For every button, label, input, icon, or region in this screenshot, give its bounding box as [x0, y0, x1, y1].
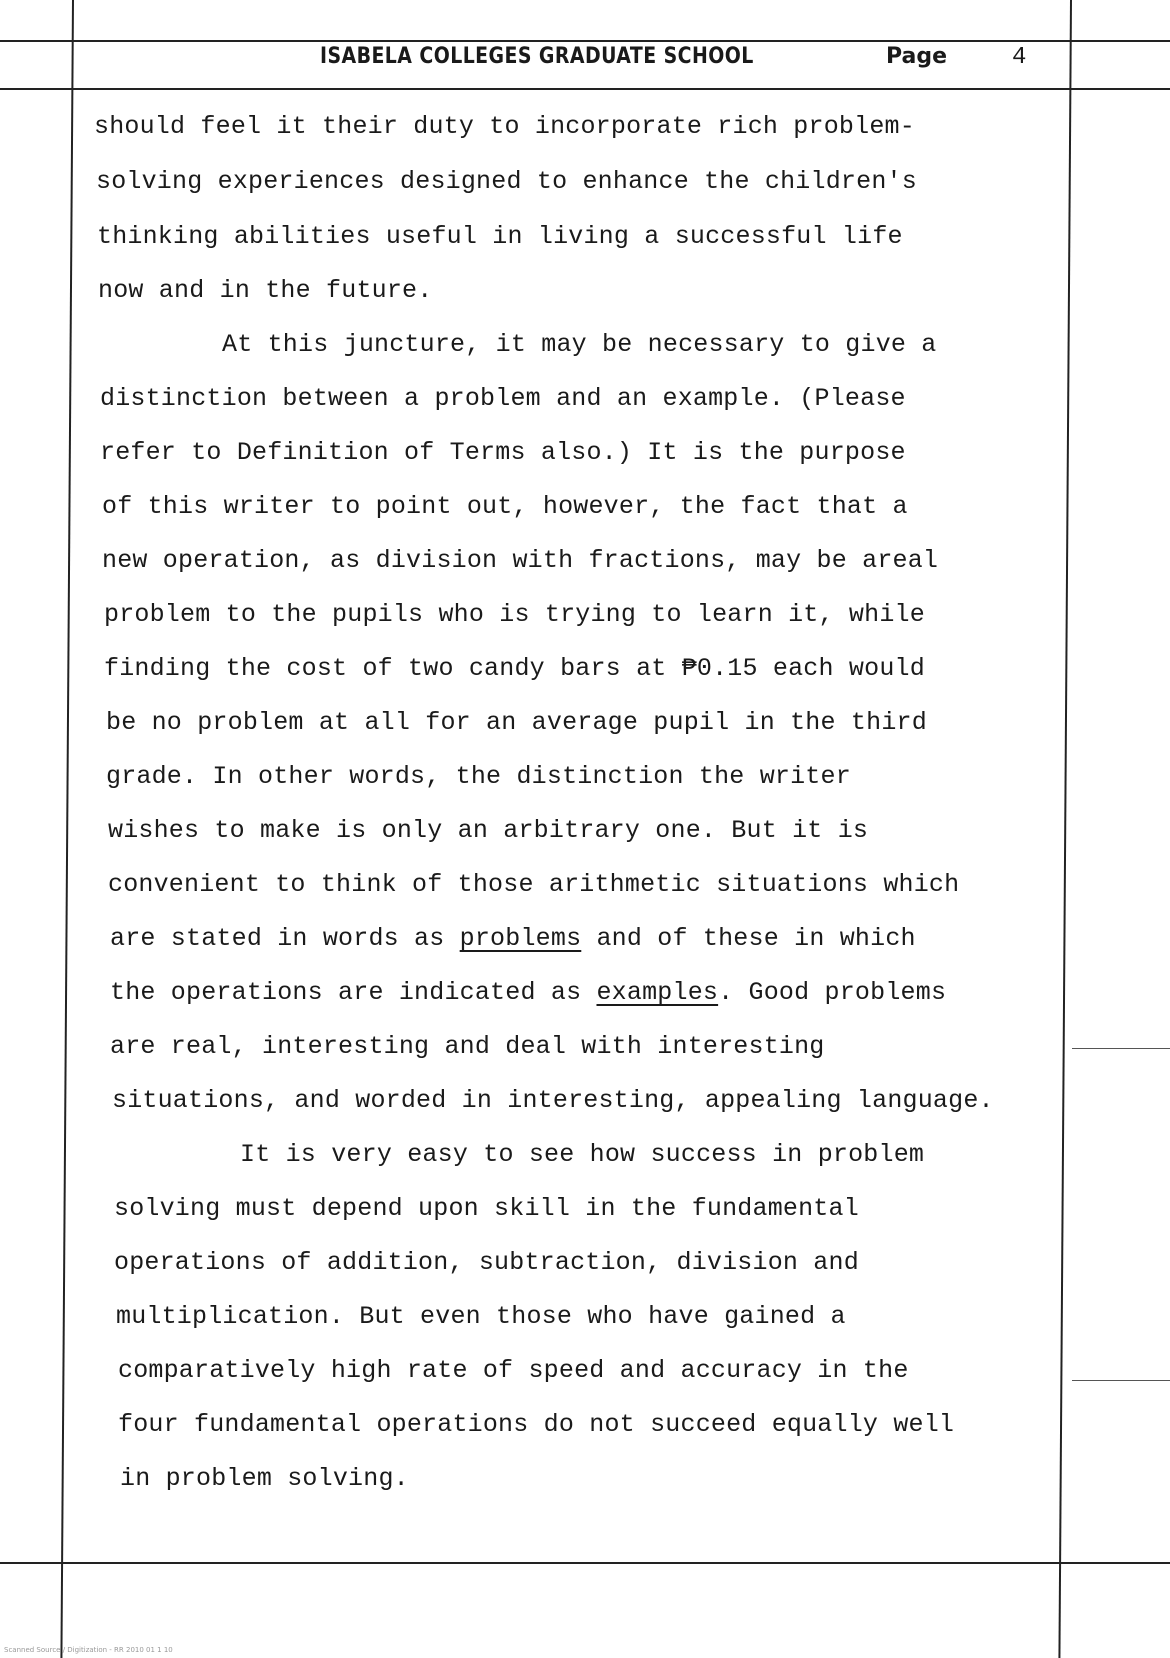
- text-line: multiplication. But even those who have gained a: [116, 1302, 846, 1331]
- header-bottom-rule: [0, 88, 1170, 90]
- text-segment: . Good problems: [718, 978, 947, 1007]
- text-line: situations, and worded in interesting, appealing language.: [112, 1086, 994, 1115]
- text-line: It is very easy to see how success in problem: [240, 1140, 925, 1169]
- underlined-term-examples: examples: [596, 978, 719, 1007]
- text-line: convenient to think of those arithmetic situations which: [108, 870, 960, 899]
- header-top-rule: [0, 40, 1170, 42]
- text-line: operations of addition, subtraction, division and: [114, 1248, 859, 1277]
- text-line: solving must depend upon skill in the fundamental: [114, 1194, 859, 1223]
- text-segment: and of these in which: [581, 924, 916, 953]
- school-name: ISABELA COLLEGES GRADUATE SCHOOL: [320, 44, 754, 69]
- text-line: finding the cost of two candy bars at ₱0.15 each would: [104, 654, 925, 683]
- text-line: new operation, as division with fractions, may be areal: [102, 546, 939, 575]
- right-tick-2: [1072, 1380, 1170, 1381]
- text-line: problem to the pupils who is trying to learn it, while: [104, 600, 925, 629]
- text-line: comparatively high rate of speed and accuracy in the: [118, 1356, 909, 1385]
- text-line: distinction between a problem and an example. (Please: [100, 384, 906, 413]
- text-line: of this writer to point out, however, the fact that a: [102, 492, 908, 521]
- text-line: refer to Definition of Terms also.) It is the purpose: [100, 438, 906, 467]
- text-line: wishes to make is only an arbitrary one. But it is: [108, 816, 869, 845]
- text-line: thinking abilities useful in living a successful life: [97, 222, 903, 251]
- page-label: Page: [886, 44, 948, 69]
- text-line-with-underline: [110, 978, 946, 1008]
- text-line: be no problem at all for an average pupil in the third: [106, 708, 927, 737]
- text-segment: the operations are indicated as: [110, 978, 597, 1007]
- text-line: in problem solving.: [120, 1464, 409, 1493]
- underlined-term-problems: problems: [459, 924, 582, 953]
- bottom-rule: [0, 1562, 1170, 1564]
- text-line: grade. In other words, the distinction the writer: [106, 762, 851, 791]
- text-line: are real, interesting and deal with interesting: [110, 1032, 825, 1061]
- right-tick-1: [1072, 1048, 1170, 1049]
- text-segment: are stated in words as: [110, 924, 460, 953]
- text-line: solving experiences designed to enhance the children's: [96, 167, 917, 196]
- text-line: now and in the future.: [98, 276, 433, 305]
- page-number: 4: [1012, 44, 1027, 71]
- left-margin-rule: [60, 0, 74, 1658]
- scan-print-note: Scanned Source / Digitization - RR 2010 01 1 10: [4, 1646, 173, 1654]
- text-line-with-underline: [110, 924, 916, 954]
- right-margin-rule: [1058, 0, 1072, 1658]
- text-line: At this juncture, it may be necessary to give a: [222, 330, 937, 359]
- text-line: should feel it their duty to incorporate rich problem-: [94, 112, 915, 141]
- text-line: four fundamental operations do not succeed equally well: [118, 1410, 955, 1439]
